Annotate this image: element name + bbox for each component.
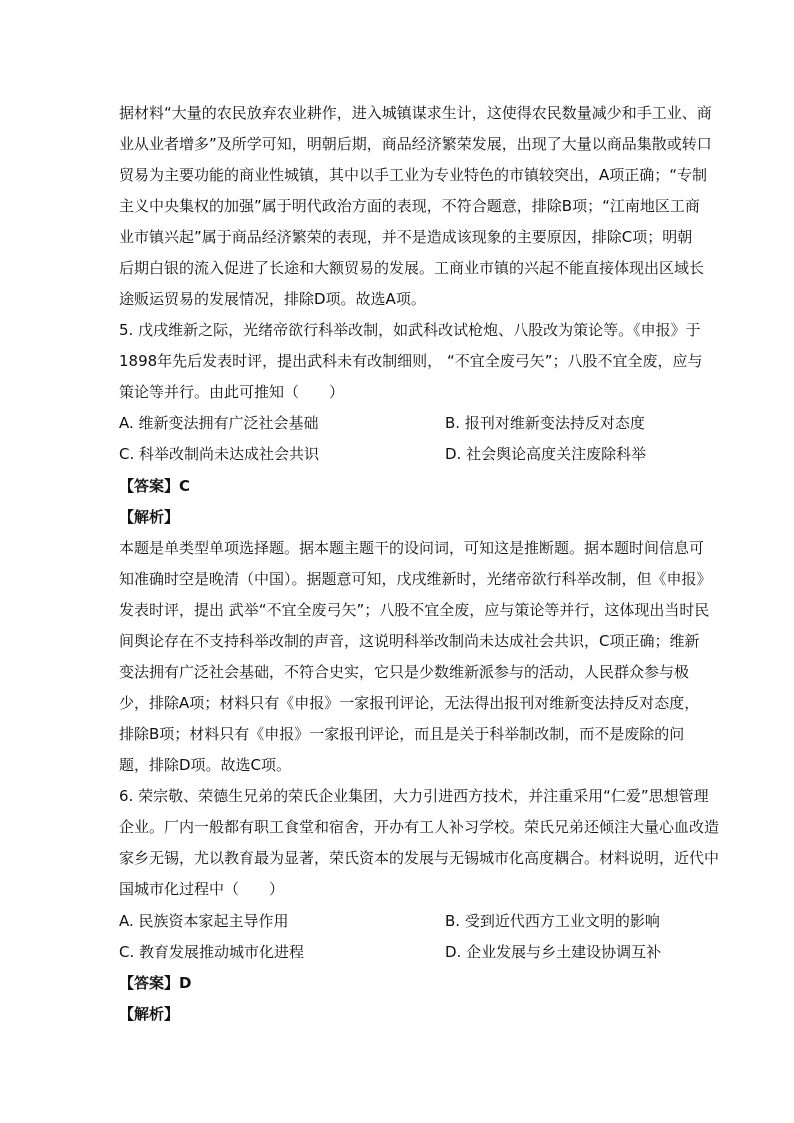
q5-stem-line-3: 策论等并行。由此可推知（ ） <box>119 383 345 401</box>
analysis-prev-line-6: 后期白银的流入促进了长途和大额贸易的发展。工商业市镇的兴起不能直接体现出区域长 <box>119 259 705 277</box>
q5-option-b: B. 报刊对维新变法持反对态度 <box>445 414 645 432</box>
q5-option-d: D. 社会舆论高度关注废除科举 <box>445 445 647 463</box>
q6-option-b: B. 受到近代西方工业文明的影响 <box>445 912 660 930</box>
q6-stem-line-3: 家乡无锡，尤以教育最为显著，荣氏资本的发展与无锡城市化高度耦合。材料说明，近代中 <box>119 849 720 867</box>
q5-analysis-line-6: 少，排除A项；材料只有《申报》一家报刊评论，无法得出报刊对维新变法持反对态度， <box>119 694 700 712</box>
q5-analysis-line-5: 变法拥有广泛社会基础，不符合史实，它只是少数维新派参与的活动，人民群众参与极 <box>119 663 690 681</box>
q5-analysis-line-1: 本题是单类型单项选择题。据本题主题干的设问词，可知这是推断题。据本题时间信息可 <box>119 539 705 557</box>
analysis-prev-line-4: 主义中央集权的加强”属于明代政治方面的表现，不符合题意，排除B项；“江南地区工商 <box>119 197 700 215</box>
q6-stem-line-4: 国城市化过程中（ ） <box>119 880 285 898</box>
q5-stem-line-1: 5. 戊戌维新之际，光绪帝欲行科举改制，如武科改试枪炮、八股改为策论等。《申报》于 <box>119 321 701 339</box>
q6-analysis-label: 【解析】 <box>119 1005 180 1023</box>
q5-analysis-line-2: 知准确时空是晚清（中国）。据题意可知，戊戌维新时，光绪帝欲行科举改制，但《申报》 <box>119 570 712 588</box>
q5-analysis-line-7: 排除B项；材料只有《申报》一家报刊评论，而且是关于科举制改制，而不是废除的问 <box>119 725 685 743</box>
q6-option-c: C. 教育发展推动城市化进程 <box>119 943 305 961</box>
q6-answer: 【答案】D <box>119 974 192 992</box>
q6-stem-line-2: 企业。厂内一般都有职工食堂和宿舍，开办有工人补习学校。荣氏兄弟还倾注大量心血改造 <box>119 818 720 836</box>
q6-option-a: A. 民族资本家起主导作用 <box>119 912 289 930</box>
q5-answer: 【答案】C <box>119 477 191 495</box>
q5-analysis-line-8: 题，排除D项。故选C项。 <box>119 756 292 774</box>
q5-analysis-line-4: 间舆论存在不支持科举改制的声音，这说明科举改制尚未达成社会共识，C项正确；维新 <box>119 632 700 650</box>
q5-analysis-line-3: 发表时评，提出 武举“不宜全废弓矢”；八股不宜全废，应与策论等并行，这体现出当时民 <box>119 601 710 619</box>
q5-option-c: C. 科举改制尚未达成社会共识 <box>119 445 320 463</box>
q5-stem-line-2: 1898年先后发表时评，提出武科未有改制细则， “不宜全废弓矢”；八股不宜全废，应与 <box>119 352 703 370</box>
q5-option-a: A. 维新变法拥有广泛社会基础 <box>119 414 319 432</box>
analysis-prev-line-5: 业市镇兴起”属于商品经济繁荣的表现，并不是造成该现象的主要原因，排除C项；明朝 <box>119 228 693 246</box>
q5-analysis-label: 【解析】 <box>119 508 180 526</box>
analysis-prev-line-3: 贸易为主要功能的商业性城镇，其中以手工业为专业特色的市镇较突出，A项正确；“专制 <box>119 166 708 184</box>
q6-option-d: D. 企业发展与乡土建设协调互补 <box>445 943 662 961</box>
analysis-prev-line-7: 途贩运贸易的发展情况，排除D项。故选A项。 <box>119 290 426 308</box>
analysis-prev-line-2: 业从业者增多”及所学可知，明朝后期，商品经济繁荣发展，出现了大量以商品集散或转口 <box>119 135 712 153</box>
q6-stem-line-1: 6. 荣宗敬、荣德生兄弟的荣氏企业集团，大力引进西方技术，并注重采用“仁爱”思想管理 <box>119 787 709 805</box>
analysis-prev-line-1: 据材料“大量的农民放弃农业耕作，进入城镇谋求生计，这使得农民数量减少和手工业、商 <box>119 104 712 122</box>
